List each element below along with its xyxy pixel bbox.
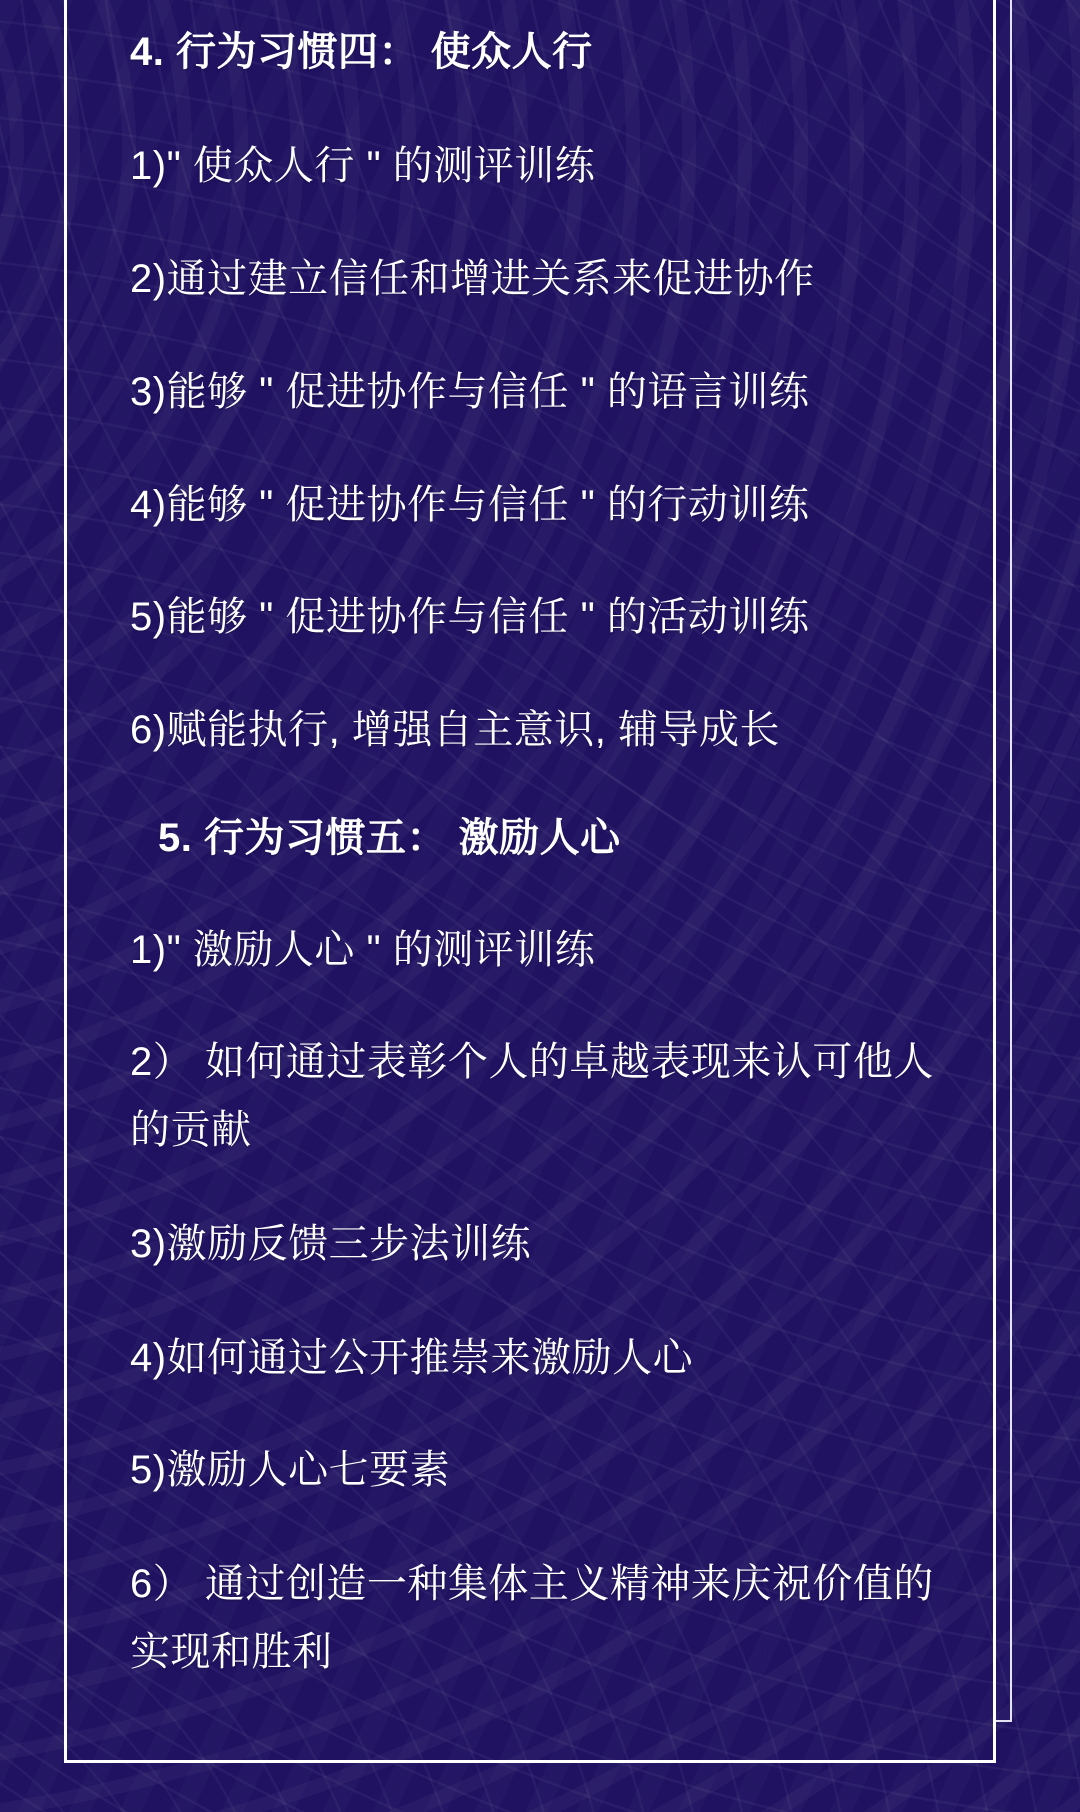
list-item: 6)赋能执行, 增强自主意识, 辅导成长 [130,708,781,752]
list-item: 5)激励人心七要素 [130,1448,451,1492]
list-item: 3)激励反馈三步法训练 [130,1222,532,1266]
list-item: 1)" 使众人行 " 的测评训练 [130,144,596,188]
list-item: 5)能够 " 促进协作与信任 " 的活动训练 [130,595,810,639]
list-item: 4)能够 " 促进协作与信任 " 的行动训练 [130,483,810,527]
list-item: 3)能够 " 促进协作与信任 " 的语言训练 [130,370,810,414]
section-heading-habit-4: 4. 行为习惯四： 使众人行 [130,30,593,74]
list-item: 4)如何通过公开推崇来激励人心 [130,1336,694,1380]
list-item: 2） 如何通过表彰个人的卓越表现来认可他人 [130,1040,934,1084]
list-item: 6） 通过创造一种集体主义精神来庆祝价值的 [130,1562,934,1606]
list-item: 1)" 激励人心 " 的测评训练 [130,928,596,972]
section-heading-habit-5: 5. 行为习惯五： 激励人心 [158,816,621,860]
list-item-continuation: 实现和胜利 [130,1630,333,1674]
list-item-continuation: 的贡献 [130,1108,252,1152]
offset-frame-bottom-line [996,1720,1012,1722]
offset-frame-vertical-line [1010,0,1012,1722]
list-item: 2)通过建立信任和增进关系来促进协作 [130,257,815,301]
